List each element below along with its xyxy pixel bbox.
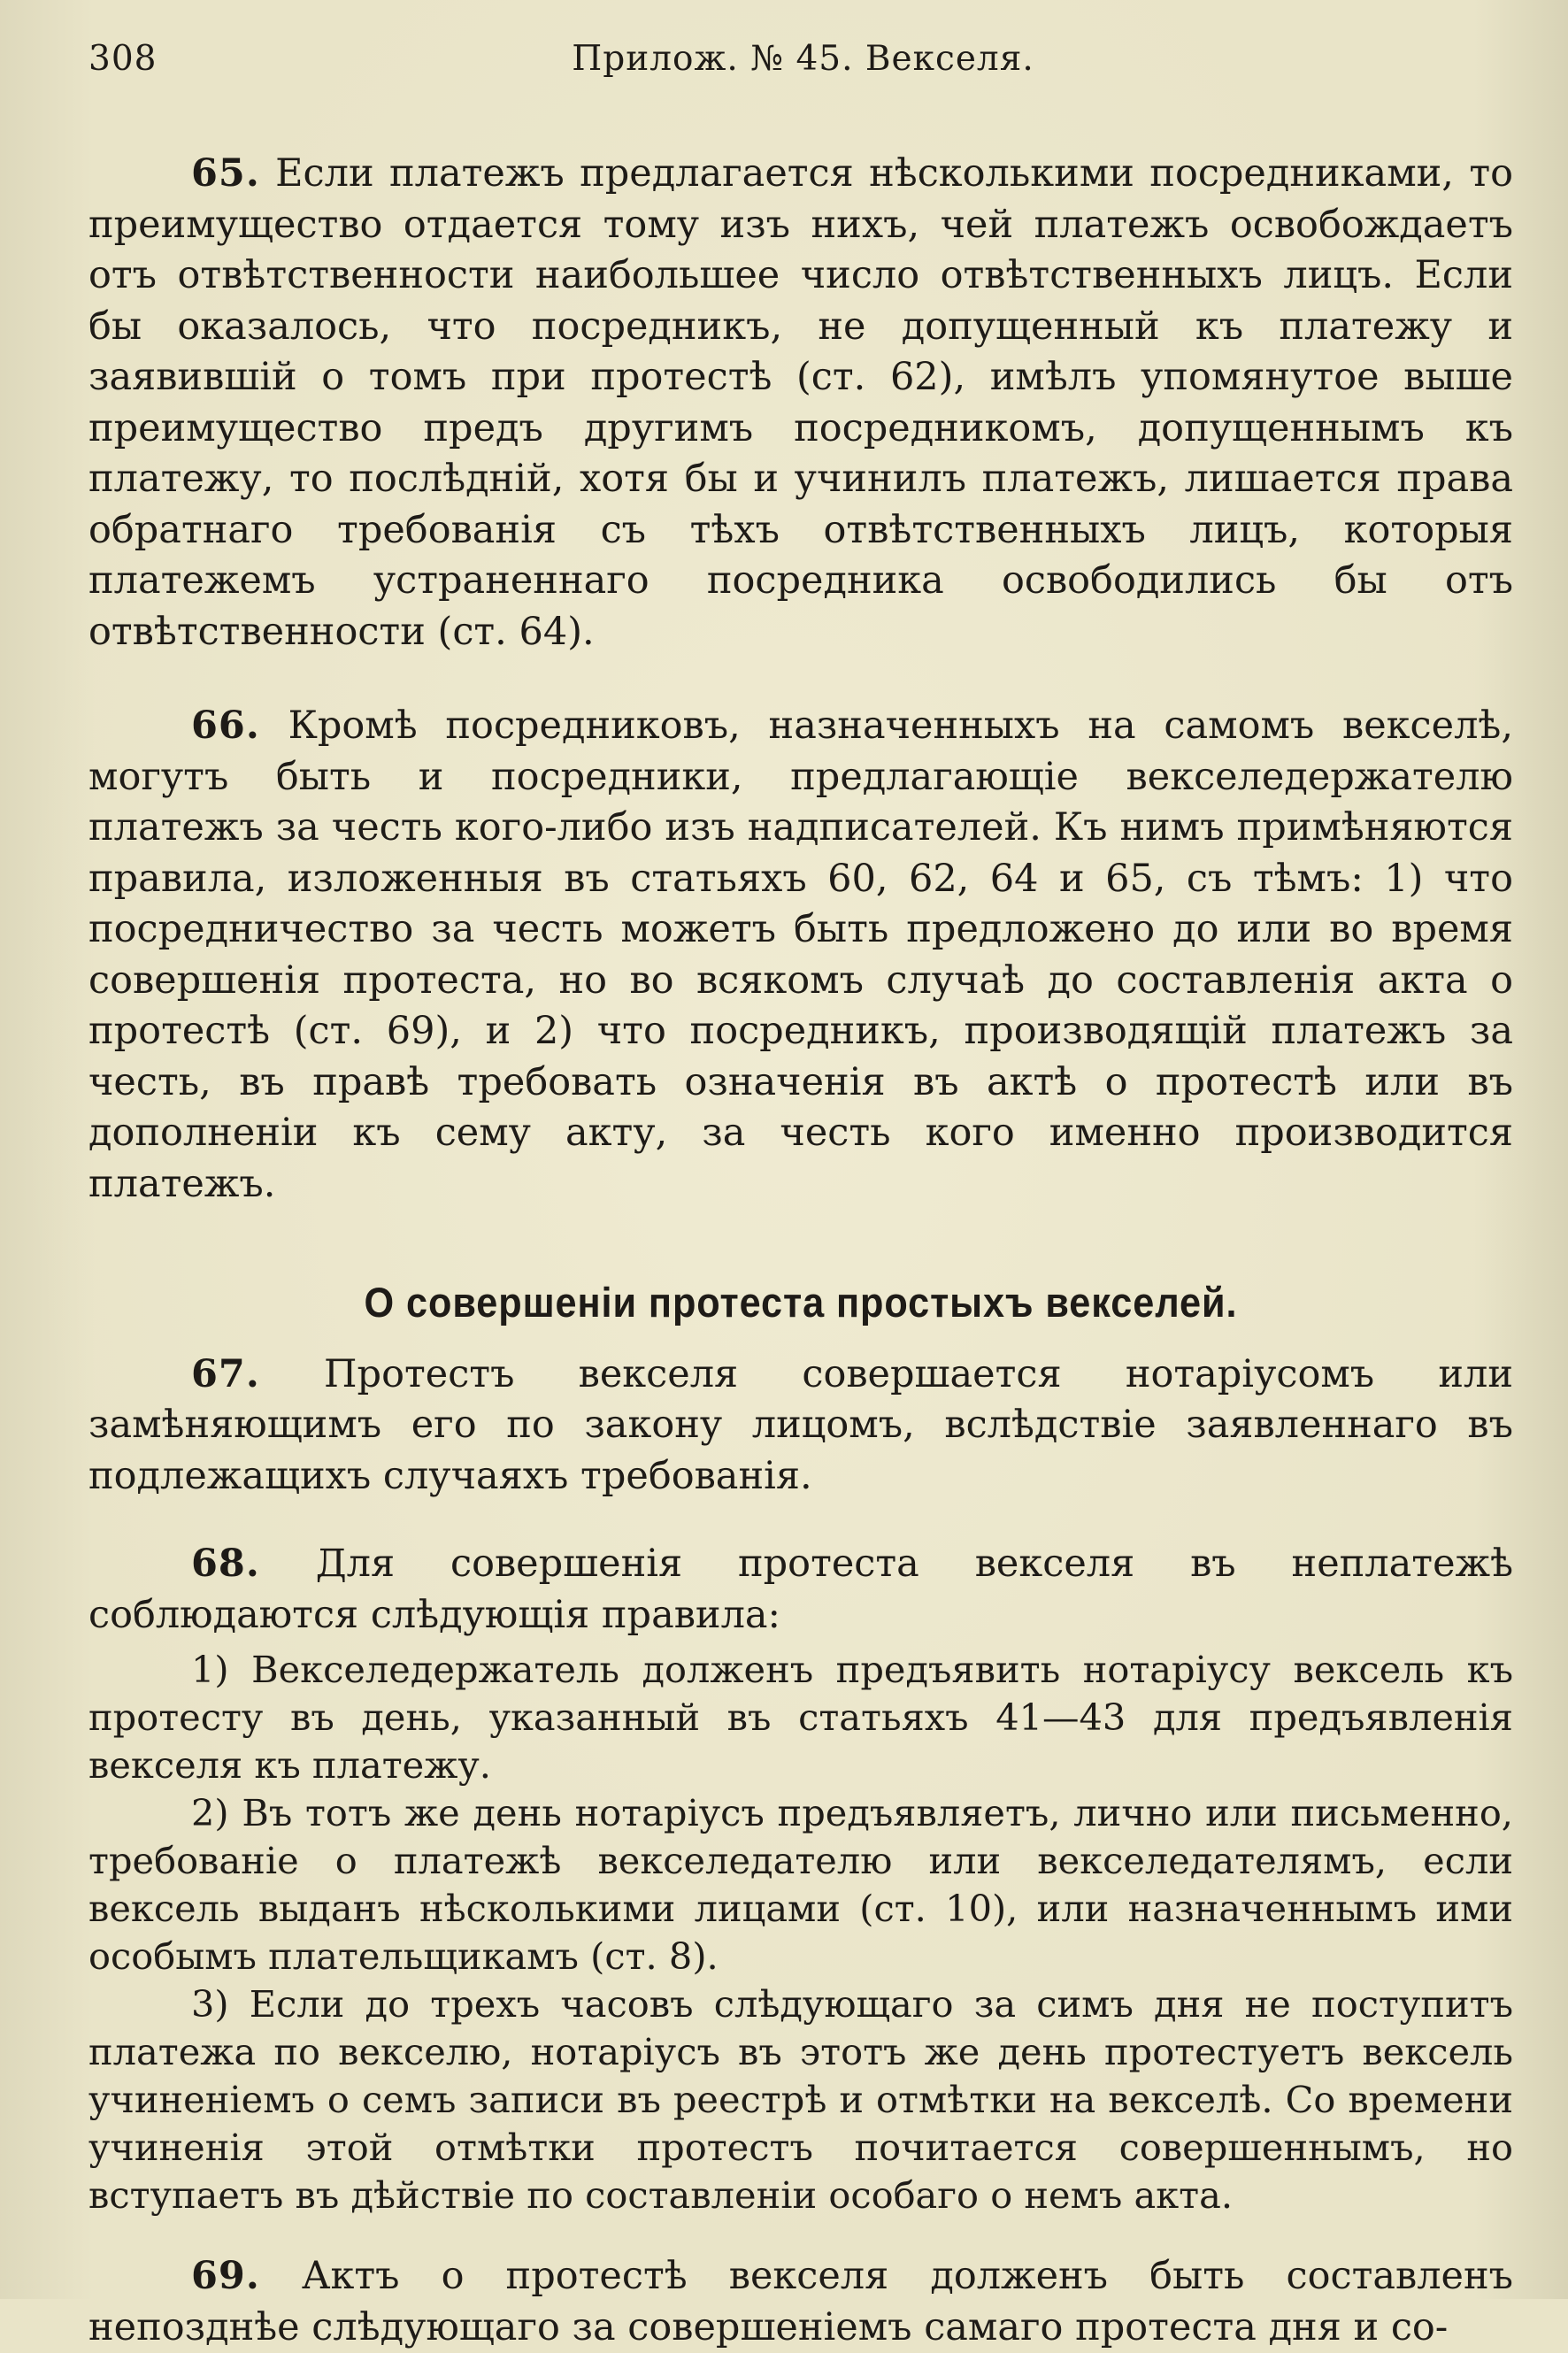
list-item: 2) Въ тотъ же день нотаріусъ предъявляетъ, лично или письменно, требованіе о платежѣ векселедателю или векселедателямъ, если вексель выданъ нѣсколькими лицами (ст. 10), или назначеннымъ ими особымъ плательщикамъ (ст. 8). <box>88 1791 1513 1978</box>
paragraph-66 <box>88 701 1513 1210</box>
article-text: Для совершенія протеста векселя въ неплатежѣ соблюдаются слѣдующія правила: <box>88 1542 1513 1637</box>
paragraph-68 <box>88 1539 1513 1641</box>
rules-list <box>88 1646 1513 2219</box>
article-number: 68. <box>191 1542 260 1586</box>
page-number: 308 <box>88 39 158 79</box>
article-text: Протестъ векселя совершается нотаріусомъ или замѣняющимъ его по закону лицомъ, вслѣдствіе заявленнаго въ подлежащихъ случаяхъ требованія. <box>88 1351 1513 1498</box>
article-number: 67. <box>191 1351 260 1396</box>
article-number: 65. <box>191 151 260 196</box>
list-item: 3) Если до трехъ часовъ слѣдующаго за симъ дня не поступитъ платежа по векселю, нотаріусъ въ этотъ же день протестуетъ вексель учиненіемъ о семъ записи въ реестрѣ и отмѣтки на векселѣ. Со времени учиненія этой отмѣтки протестъ почитается совершеннымъ, но вступаетъ въ дѣйствіе по составленіи особаго о немъ акта. <box>88 1982 1513 2217</box>
article-text: Кромѣ посредниковъ, назначенныхъ на самомъ векселѣ, могутъ быть и посредники, предлагающіе векселедержателю платежъ за честь кого-либо изъ надписателей. Къ нимъ примѣняются правила, изложенныя въ статьяхъ 60, 62, 64 и 65, съ тѣмъ: 1) что посредничество за честь можетъ быть предложено до или во время совершенія протеста, но во всякомъ случаѣ до составленія акта о протестѣ (ст. 69), и 2) что посредникъ, производящій платежъ за честь, въ правѣ требовать означенія въ актѣ о протестѣ или въ дополненіи къ сему акту, за честь кого именно производится платежъ. <box>88 704 1514 1206</box>
article-text: Актъ о протестѣ векселя долженъ быть составленъ непозднѣе слѣдующаго за совершеніемъ самаго протеста дня и со- <box>88 2254 1513 2349</box>
running-title: Прилож. № 45. Векселя. <box>572 39 1034 79</box>
paragraph-69 <box>88 2251 1513 2353</box>
section-heading: О совершеніи протеста простыхъ векселей. <box>364 1279 1238 1326</box>
page-header <box>88 39 1518 92</box>
article-number: 66. <box>191 704 260 748</box>
body-text <box>88 149 1513 2353</box>
paragraph-65 <box>88 149 1513 657</box>
article-text: Если платежъ предлагается нѣсколькими посредниками, то преимущество отдается тому изъ нихъ, чей платежъ освобождаетъ отъ отвѣтственности наибольшее число отвѣтственныхъ лицъ. Если бы оказалось, что посредникъ, не допущенный къ платежу и заявившій о томъ при протестѣ (ст. 62), имѣлъ упомянутое выше преимущество предъ другимъ посредникомъ, допущеннымъ къ платежу, то послѣдній, хотя бы и учинилъ платежъ, лишается права обратнаго требованія съ тѣхъ отвѣтственныхъ лицъ, которыя платежемъ устраненнаго посредника освободились бы отъ отвѣтственности (ст. 64). <box>88 151 1513 654</box>
article-number: 69. <box>191 2254 260 2298</box>
paragraph-67 <box>88 1350 1513 1503</box>
list-item: 1) Векселедержатель долженъ предъявить нотаріусу вексель къ протесту въ день, указанный въ статьяхъ 41—43 для предъявленія векселя къ платежу. <box>88 1648 1513 1787</box>
